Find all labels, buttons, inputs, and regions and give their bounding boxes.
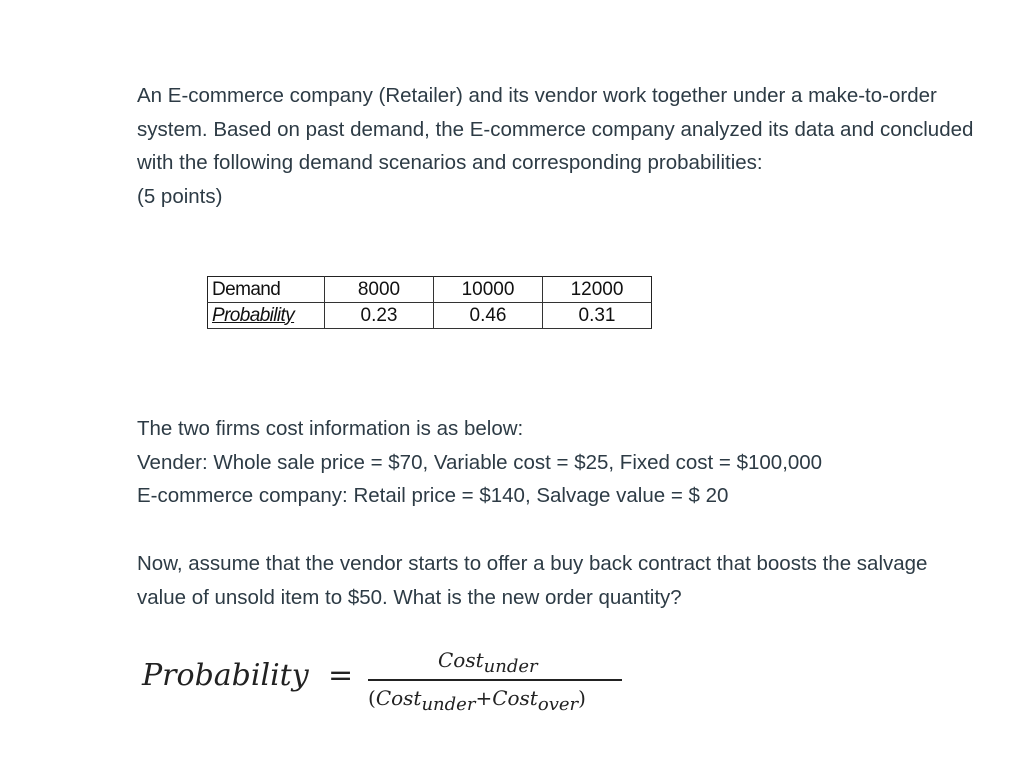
question-line-1: Now, assume that the vendor starts to offer a buy back contract that boosts the salvage — [137, 552, 928, 575]
demand-value-cell: 10000 — [434, 277, 543, 303]
under-subscript: under — [483, 656, 538, 677]
demand-header-cell: Demand — [208, 277, 325, 303]
cost-info-heading: The two firms cost information is as below: — [137, 417, 524, 440]
formula-numerator — [438, 648, 538, 677]
probability-value-cell: 0.46 — [434, 303, 543, 329]
probability-header-cell — [208, 303, 325, 329]
formula-denominator — [368, 686, 586, 715]
intro-line-1: An E-commerce company (Retailer) and its vendor work together under a make-to-order — [137, 84, 937, 107]
cost-word: Cost — [492, 686, 538, 710]
probability-row — [208, 303, 652, 329]
close-paren: ) — [578, 686, 586, 710]
demand-value-cell: 8000 — [325, 277, 434, 303]
plus-sign: + — [475, 686, 493, 710]
vendor-cost-line: Vender: Whole sale price = $70, Variable cost = $25, Fixed cost = $100,000 — [137, 450, 823, 474]
probability-value-cell: 0.31 — [543, 303, 652, 329]
intro-paragraph — [137, 79, 973, 213]
points-label: (5 points) — [137, 184, 223, 208]
intro-line-3: with the following demand scenarios and corresponding probabilities: — [137, 151, 763, 174]
formula-lhs: Probability — [142, 658, 309, 693]
demand-probability-table — [207, 276, 652, 329]
question-paragraph — [137, 547, 927, 614]
cost-word: Cost — [375, 686, 422, 710]
fraction-bar — [368, 679, 622, 681]
cost-info-paragraph — [137, 412, 822, 513]
demand-row — [208, 277, 652, 303]
intro-line-2: system. Based on past demand, the E-commerce company analyzed its data and concluded — [137, 117, 974, 141]
retailer-cost-line: E-commerce company: Retail price = $140, Salvage value = $ 20 — [137, 484, 729, 507]
probability-value-cell: 0.23 — [325, 303, 434, 329]
open-paren: ( — [368, 686, 376, 710]
cost-word: Cost — [438, 648, 484, 672]
demand-value-cell: 12000 — [543, 277, 652, 303]
formula-equals: = — [328, 658, 354, 693]
probability-label: Probability — [212, 304, 295, 326]
over-subscript: over — [537, 694, 579, 715]
question-line-2: value of unsold item to $50. What is the new order quantity? — [137, 585, 682, 609]
under-subscript: under — [421, 694, 476, 715]
